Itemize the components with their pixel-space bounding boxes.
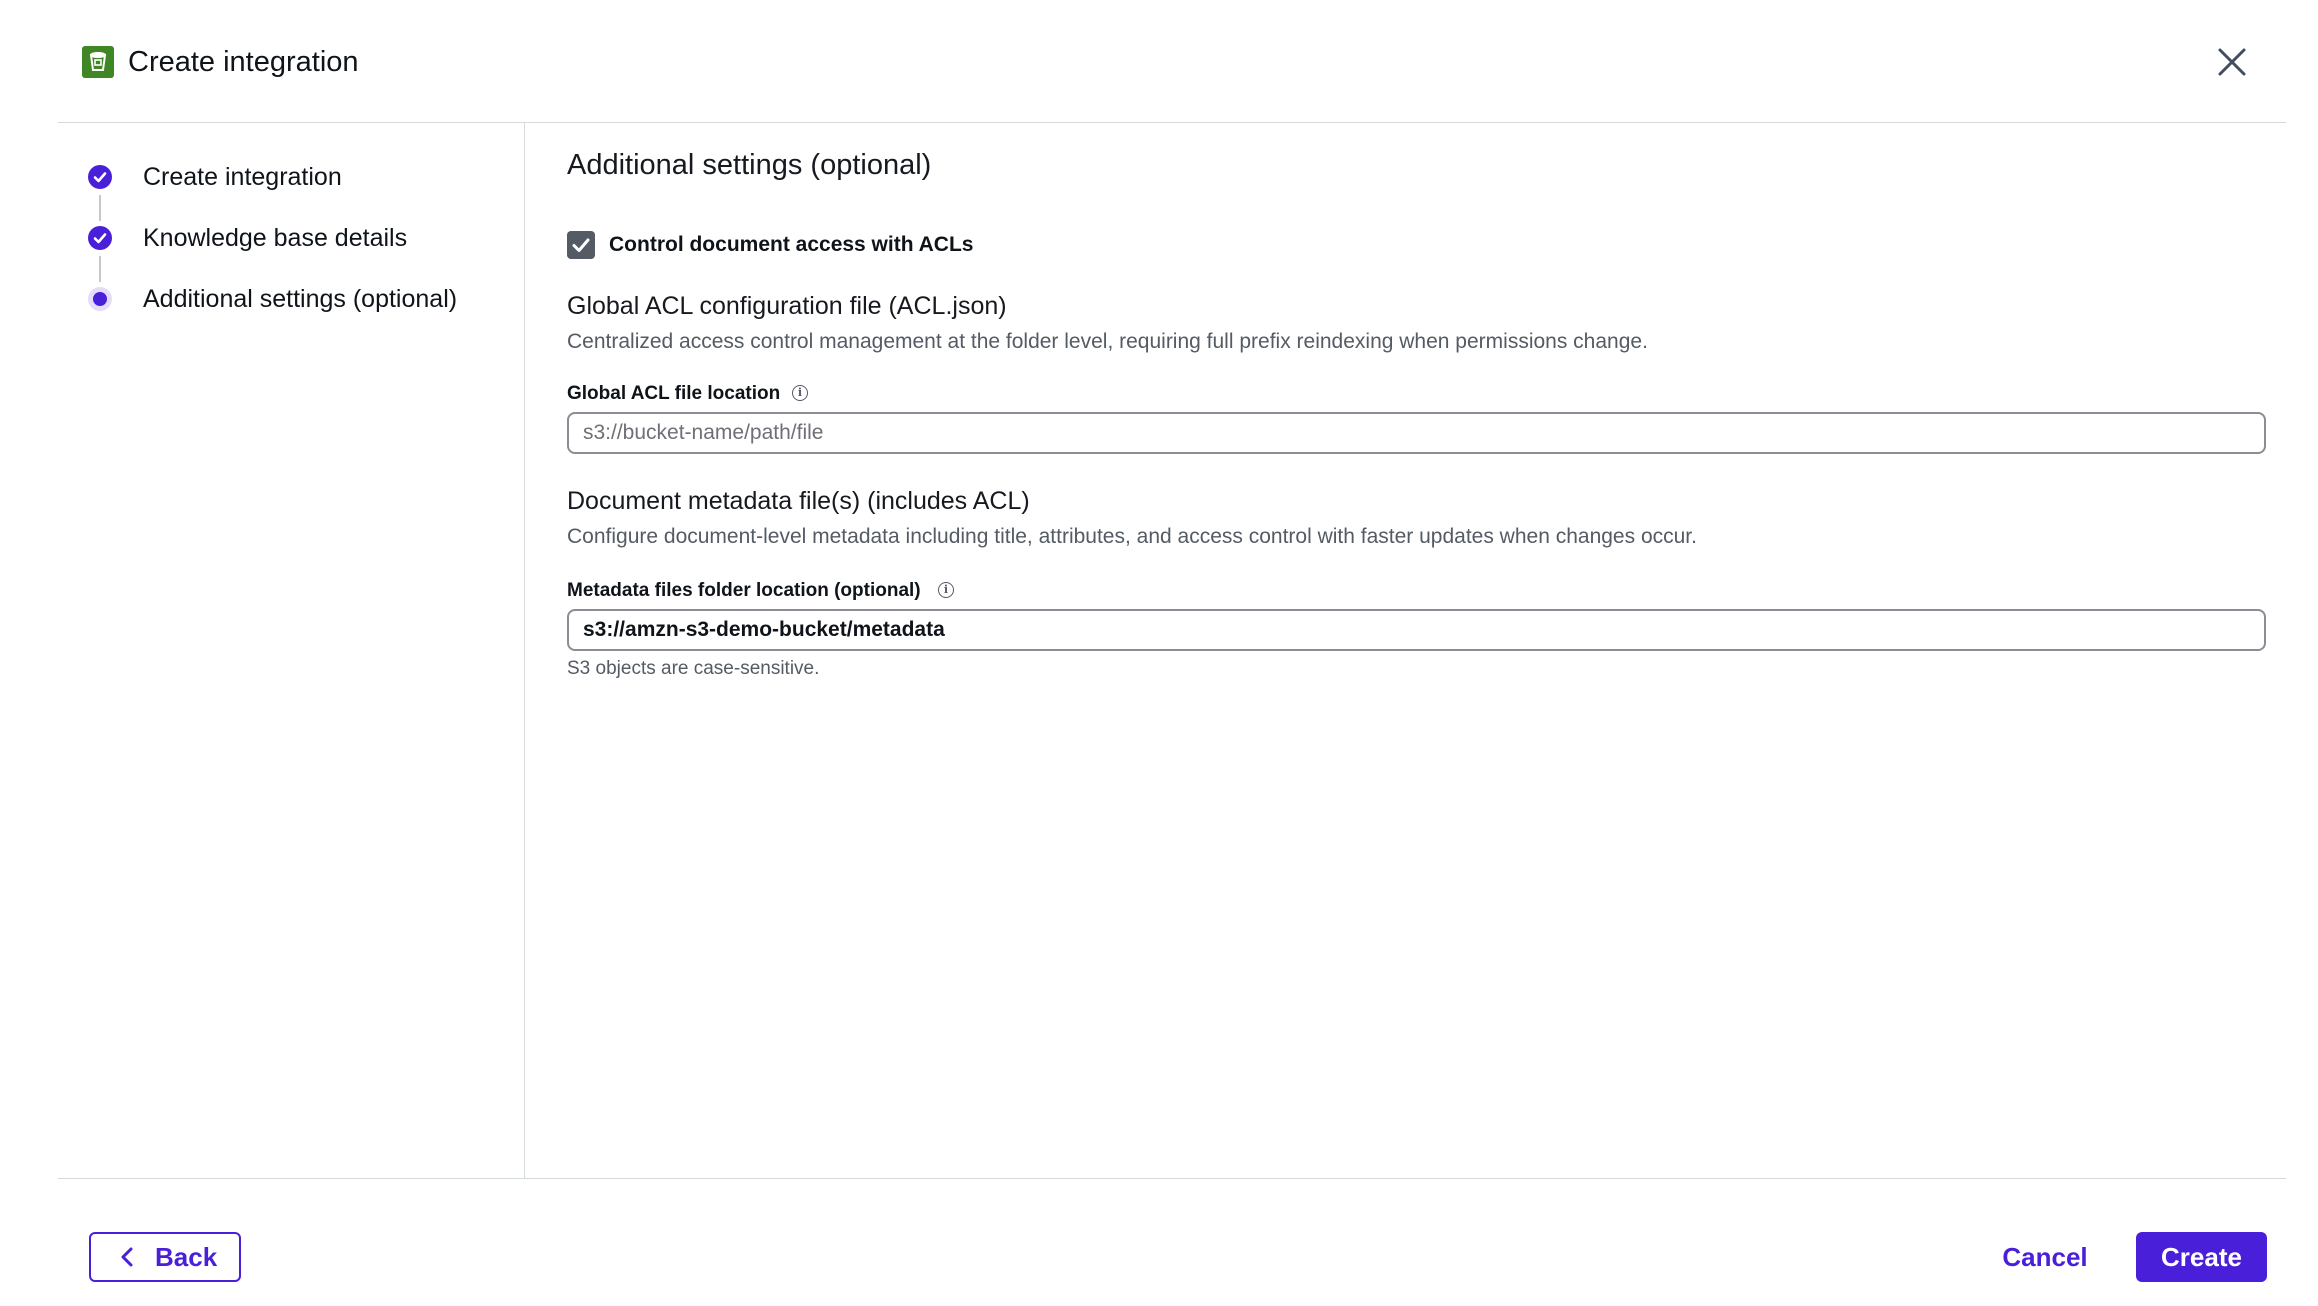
global-acl-field-label: Global ACL file location	[567, 383, 781, 404]
step-complete-check-icon	[88, 165, 112, 189]
acl-checkbox-label[interactable]: Control document access with ACLs	[609, 233, 974, 256]
footer-divider	[58, 1178, 2286, 1179]
step-complete-check-icon	[88, 226, 112, 250]
acl-checkbox[interactable]	[567, 231, 595, 259]
step-label-knowledge-base-details[interactable]: Knowledge base details	[143, 224, 408, 252]
metadata-description: Configure document-level metadata including title, attributes, and access control with faster updates when changes occur.	[567, 525, 1697, 548]
step-connector	[99, 195, 101, 221]
step-current-dot-icon	[93, 292, 107, 306]
global-acl-location-input[interactable]	[567, 412, 2266, 454]
metadata-title: Document metadata file(s) (includes ACL)	[567, 487, 1030, 515]
info-icon[interactable]: i	[938, 582, 954, 598]
step-label-additional-settings[interactable]: Additional settings (optional)	[143, 285, 458, 313]
step-connector	[99, 256, 101, 282]
metadata-hint: S3 objects are case-sensitive.	[567, 658, 820, 679]
section-heading: Additional settings (optional)	[567, 149, 932, 181]
step-label-create-integration[interactable]: Create integration	[143, 163, 342, 191]
service-logo-icon	[82, 46, 114, 78]
global-acl-title: Global ACL configuration file (ACL.json)	[567, 292, 1007, 320]
sidebar-divider	[524, 123, 525, 1178]
back-button-label: Back	[155, 1242, 218, 1272]
chevron-left-icon	[117, 1246, 139, 1268]
global-acl-description: Centralized access control management at the folder level, requiring full prefix reindexing when permissions change.	[567, 330, 1648, 353]
cancel-button[interactable]: Cancel	[2002, 1242, 2088, 1272]
header-divider	[58, 122, 2286, 123]
metadata-location-input[interactable]	[567, 609, 2266, 651]
create-button[interactable]: Create	[2136, 1232, 2267, 1282]
info-icon[interactable]: i	[792, 385, 808, 401]
metadata-field-label: Metadata files folder location (optional)	[567, 580, 921, 601]
modal-title: Create integration	[128, 46, 359, 78]
back-button[interactable]	[89, 1232, 241, 1282]
close-icon[interactable]	[2210, 40, 2254, 84]
